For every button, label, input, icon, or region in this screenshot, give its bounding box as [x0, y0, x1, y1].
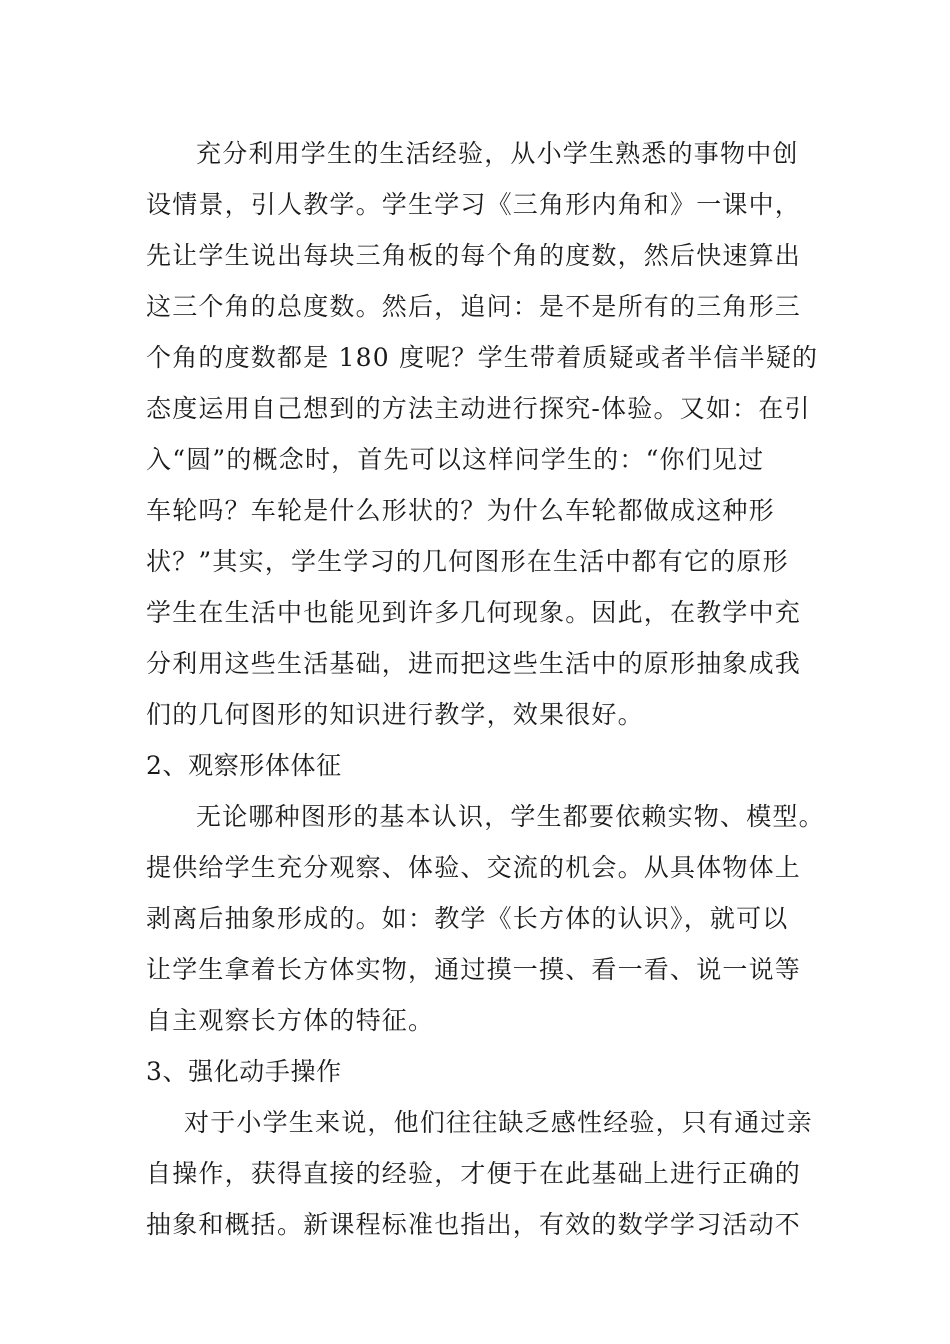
paragraph-line: 先让学生说出每块三角板的每个角的度数，然后快速算出 — [146, 241, 802, 270]
paragraph-line: 入“圆”的概念时，首先可以这样问学生的：“你们见过 — [146, 445, 765, 474]
paragraph-line: 自主观察长方体的特征。 — [146, 1006, 435, 1035]
paragraph-line: 学生在生活中也能见到许多几何现象。因此，在教学中充 — [146, 598, 802, 627]
paragraph-line: 剥离后抽象形成的。如：教学《长方体的认识》，就可以 — [146, 904, 789, 933]
paragraph-line: 们的几何图形的知识进行教学，效果很好。 — [146, 700, 644, 729]
paragraph-line: 个角的度数都是 180 度呢？学生带着质疑或者半信半疑的 — [146, 343, 819, 372]
paragraph-line: 让学生拿着长方体实物，通过摸一摸、看一看、说一说等 — [146, 955, 802, 984]
paragraph-line: 对于小学生来说，他们往往缺乏感性经验，只有通过亲 — [184, 1108, 813, 1137]
section-heading: 3、强化动手操作 — [146, 1057, 342, 1086]
paragraph-line: 充分利用学生的生活经验，从小学生熟悉的事物中创 — [196, 139, 799, 168]
section-heading: 2、观察形体体征 — [146, 751, 342, 780]
paragraph-line: 态度运用自己想到的方法主动进行探究-体验。又如：在引 — [146, 394, 811, 423]
paragraph-line: 状？”其实，学生学习的几何图形在生活中都有它的原形 — [146, 547, 789, 576]
paragraph-line: 自操作，获得直接的经验，才便于在此基础上进行正确的 — [146, 1159, 802, 1188]
paragraph-line: 设情景，引人教学。学生学习《三角形内角和》一课中， — [146, 190, 802, 219]
paragraph-line: 无论哪种图形的基本认识，学生都要依赖实物、模型。 — [196, 802, 825, 831]
paragraph-line: 抽象和概括。新课程标准也指出，有效的数学学习活动不 — [146, 1210, 802, 1239]
paragraph-line: 提供给学生充分观察、体验、交流的机会。从具体物体上 — [146, 853, 802, 882]
paragraph-line: 分利用这些生活基础，进而把这些生活中的原形抽象成我 — [146, 649, 802, 678]
paragraph-line: 车轮吗？车轮是什么形状的？为什么车轮都做成这种形 — [146, 496, 775, 525]
paragraph-line: 这三个角的总度数。然后，追问：是不是所有的三角形三 — [146, 292, 802, 321]
